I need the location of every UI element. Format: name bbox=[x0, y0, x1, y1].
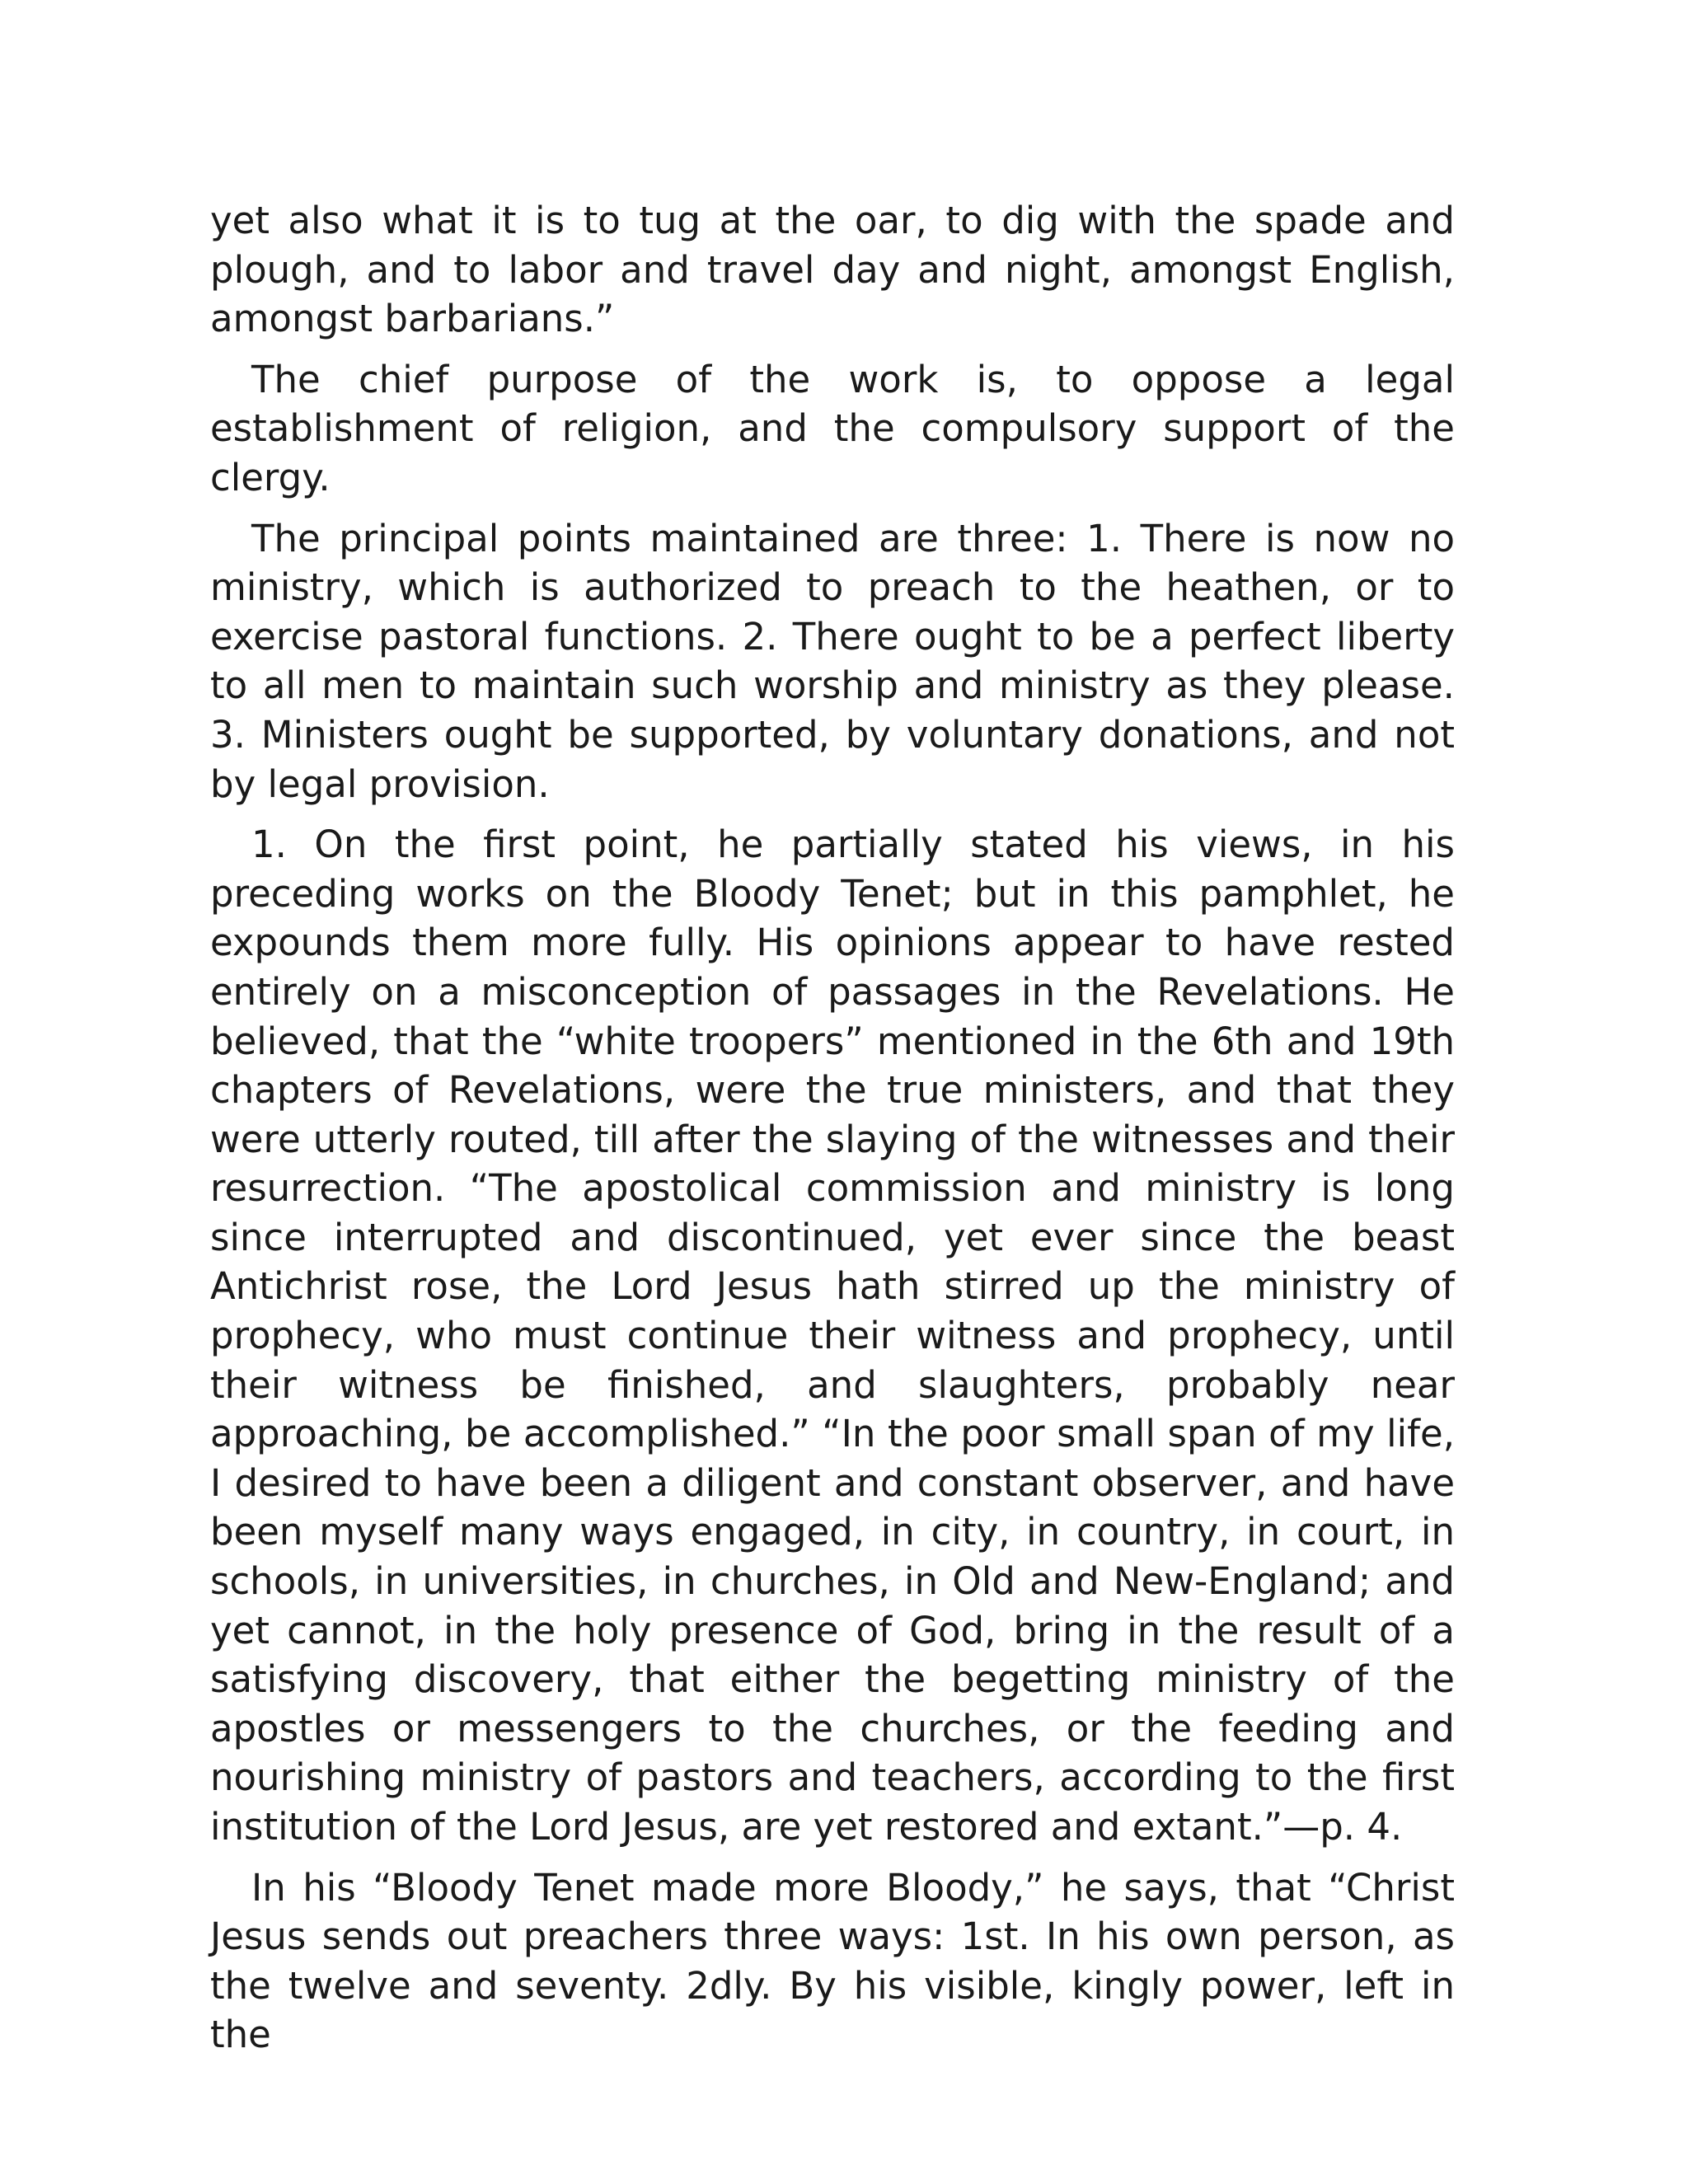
paragraph-2: The chief purpose of the work is, to oppose a legal establishment of religion, and the compulsory support of the clergy. bbox=[210, 357, 1455, 499]
document-page bbox=[210, 196, 1455, 2060]
paragraph-5: In his “Bloody Tenet made more Bloody,” he says, that “Christ Jesus sends out preachers three ways: 1st. In his own person, as the twelve and seventy. 2dly. By his visible, kingly power, left in the bbox=[210, 1865, 1455, 2057]
paragraph-3: The principal points maintained are three: 1. There is now no ministry, which is authorized to preach to the heathen, or to exercise pastoral functions. 2. There ought to be a perfect liberty to all men to maintain such worship and ministry as they please. 3. Ministers ought be supported, by voluntary donations, and not by legal provision. bbox=[210, 516, 1455, 806]
paragraph-4: 1. On the first point, he partially stated his views, in his preceding works on the Bloody Tenet; but in this pamphlet, he expounds them more fully. His opinions appear to have rested entirely on a misconception of passages in the Revelations. He believed, that the “white troopers” mentioned in the 6th and 19th chapters of Revelations, were the true ministers, and that they were utterly routed, till after the slaying of the witnesses and their resurrection. “The apostolical commission and ministry is long since interrupted and discontinued, yet ever since the beast Antichrist rose, the Lord Jesus hath stirred up the ministry of prophecy, who must continue their witness and prophecy, until their witness be finished, and slaughters, probably near approaching, be accomplished.” “In the poor small span of my life, I desired to have been a diligent and constant observer, and have been myself many ways engaged, in city, in country, in court, in schools, in universities, in churches, in Old and New-England; and yet cannot, in the holy presence of God, bring in the result of a satisfying discovery, that either the begetting ministry of the apostles or messengers to the churches, or the feeding and nourishing ministry of pastors and teachers, according to the first institution of the Lord Jesus, are yet restored and extant.”—p. 4. bbox=[210, 823, 1455, 1849]
paragraph-1: yet also what it is to tug at the oar, to dig with the spade and plough, and to labor and travel day and night, amongst English, amongst barbarians.” bbox=[210, 199, 1455, 341]
